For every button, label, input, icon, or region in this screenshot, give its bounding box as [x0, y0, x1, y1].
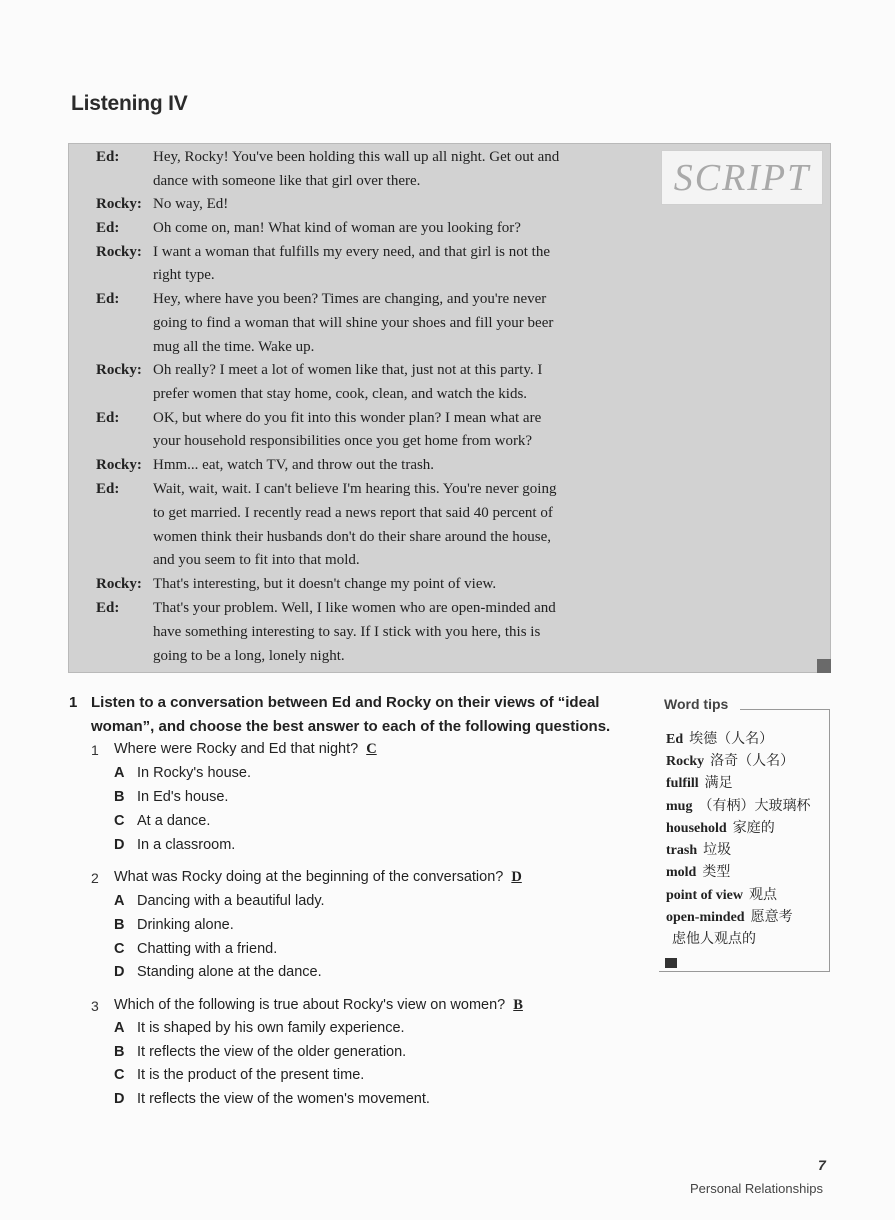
- script-line: going to be a long, lonely night.: [153, 648, 345, 664]
- option-letter: C: [114, 813, 125, 829]
- option-letter: D: [114, 837, 125, 853]
- word-tip: Ed 埃德（人名）: [666, 732, 774, 747]
- script-line: mug all the time. Wake up.: [153, 339, 315, 355]
- word-tip: mold 类型: [666, 865, 731, 880]
- word-tip: Rocky 洛奇（人名）: [666, 754, 795, 769]
- script-line: and you seem to fit into that mold.: [153, 552, 360, 568]
- option-letter: C: [114, 941, 125, 957]
- speaker-label: Rocky:: [96, 576, 142, 592]
- script-line: Hey, where have you been? Times are changing, and you're never: [153, 291, 547, 307]
- answer-mark: D: [511, 869, 522, 885]
- word-tip: fulfill 满足: [666, 776, 733, 791]
- script-line: Hmm... eat, watch TV, and throw out the trash.: [153, 457, 435, 473]
- option-text: It is the product of the present time.: [137, 1067, 365, 1083]
- script-line: OK, but where do you fit into this wonder plan? I mean what are: [153, 410, 542, 426]
- option-text: It reflects the view of the women's movement.: [137, 1091, 430, 1107]
- speaker-label: Ed:: [96, 600, 120, 616]
- option-text: In Ed's house.: [137, 789, 229, 805]
- script-line: right type.: [153, 267, 215, 283]
- option-letter: B: [114, 1044, 125, 1060]
- answer-mark: B: [513, 997, 523, 1013]
- script-line: going to find a woman that will shine your shoes and fill your beer: [153, 315, 554, 331]
- question-text: Which of the following is true about Rocky's view on women? B: [114, 997, 523, 1013]
- script-line: prefer women that stay home, cook, clean, and watch the kids.: [153, 386, 528, 402]
- option-text: In a classroom.: [137, 837, 236, 853]
- word-tip: trash 垃圾: [666, 843, 732, 858]
- option-letter: C: [114, 1067, 125, 1083]
- word-tip: 虑他人观点的: [672, 932, 756, 947]
- exercise-instruction: woman”, and choose the best answer to each of the following questions.: [91, 718, 611, 735]
- speaker-label: Rocky:: [96, 196, 142, 212]
- script-line: I want a woman that fulfills my every need, and that girl is not the: [153, 244, 550, 260]
- script-line: women think their husbands don't do their share around the house,: [153, 529, 552, 545]
- option-letter: D: [114, 964, 125, 980]
- script-line: That's interesting, but it doesn't change my point of view.: [153, 576, 497, 592]
- speaker-label: Ed:: [96, 220, 120, 236]
- question-text: What was Rocky doing at the beginning of the conversation? D: [114, 869, 522, 885]
- exercise-instruction: Listen to a conversation between Ed and Rocky on their views of “ideal: [91, 694, 600, 711]
- script-line: dance with someone like that girl over there.: [153, 173, 421, 189]
- option-text: Chatting with a friend.: [137, 941, 278, 957]
- speaker-label: Rocky:: [96, 457, 142, 473]
- option-text: It is shaped by his own family experience.: [137, 1020, 405, 1036]
- answer-mark: C: [366, 741, 377, 757]
- option-letter: B: [114, 789, 125, 805]
- question-number: 3: [91, 998, 99, 1014]
- script-line: have something interesting to say. If I stick with you here, this is: [153, 624, 541, 640]
- question-number: 1: [91, 742, 99, 758]
- script-line: Hey, Rocky! You've been holding this wall up all night. Get out and: [153, 149, 560, 165]
- speaker-label: Ed:: [96, 291, 120, 307]
- word-tip: point of view 观点: [666, 888, 777, 903]
- question-text: Where were Rocky and Ed that night? C: [114, 741, 377, 757]
- section-title: Listening IV: [71, 92, 188, 115]
- option-letter: B: [114, 917, 125, 933]
- script-line: Wait, wait, wait. I can't believe I'm hearing this. You're never going: [153, 481, 557, 497]
- word-tip: household 家庭的: [666, 821, 775, 836]
- script-line: No way, Ed!: [153, 196, 229, 212]
- word-tip: open-minded 愿意考: [666, 910, 793, 925]
- word-tip: mug （有柄）大玻璃杯: [666, 799, 811, 814]
- option-letter: A: [114, 1020, 125, 1036]
- script-line: That's your problem. Well, I like women who are open-minded and: [153, 600, 556, 616]
- script-line: Oh really? I meet a lot of women like that, just not at this party. I: [153, 362, 543, 378]
- option-text: In Rocky's house.: [137, 765, 251, 781]
- option-text: Dancing with a beautiful lady.: [137, 893, 325, 909]
- option-letter: A: [114, 765, 125, 781]
- question-number: 2: [91, 870, 99, 886]
- option-text: Drinking alone.: [137, 917, 234, 933]
- speaker-label: Rocky:: [96, 244, 142, 260]
- speaker-label: Ed:: [96, 410, 120, 426]
- word-tips-title: Word tips: [664, 696, 729, 712]
- script-line: your household responsibilities once you get home from work?: [153, 433, 533, 449]
- speaker-label: Rocky:: [96, 362, 142, 378]
- script-line: Oh come on, man! What kind of woman are you looking for?: [153, 220, 521, 236]
- exercise-number: 1: [69, 694, 78, 711]
- script-label: SCRIPT: [661, 150, 823, 205]
- option-text: It reflects the view of the older generation.: [137, 1044, 407, 1060]
- option-text: At a dance.: [137, 813, 211, 829]
- page-number: 7: [818, 1157, 826, 1173]
- script-line: to get married. I recently read a news report that said 40 percent of: [153, 505, 553, 521]
- speaker-label: Ed:: [96, 481, 120, 497]
- option-letter: D: [114, 1091, 125, 1107]
- speaker-label: Ed:: [96, 149, 120, 165]
- page-footer: Personal Relationships: [690, 1181, 823, 1196]
- option-letter: A: [114, 893, 125, 909]
- option-text: Standing alone at the dance.: [137, 964, 322, 980]
